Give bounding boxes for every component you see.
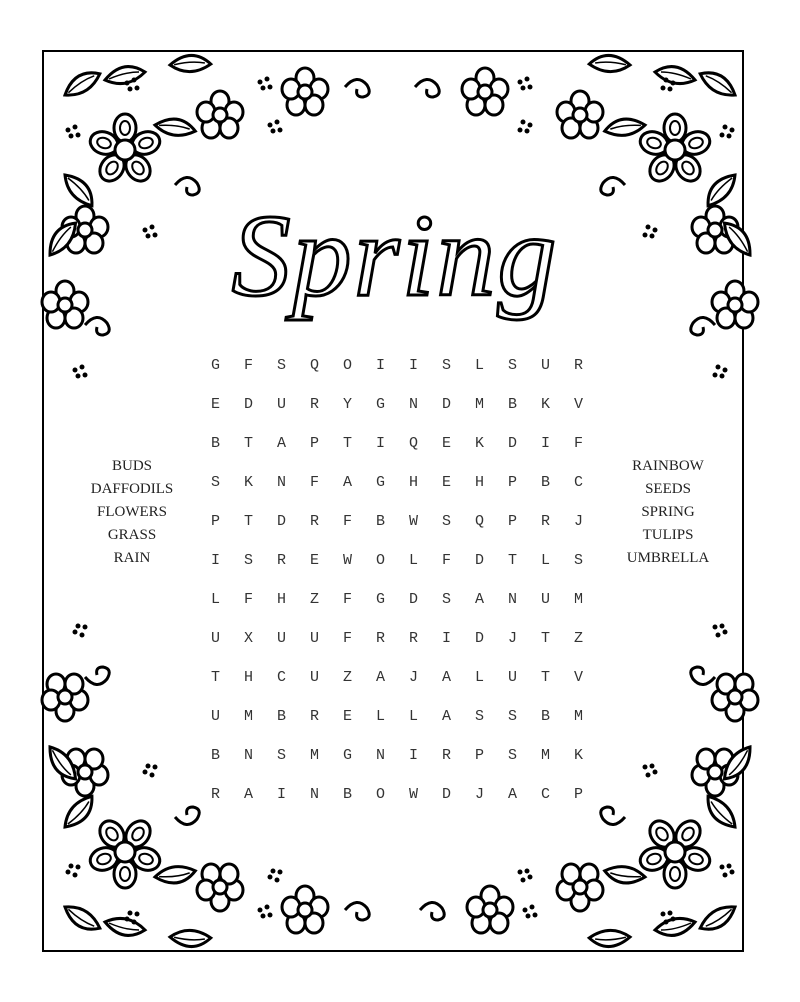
grid-letter: D — [243, 396, 253, 413]
grid-letter: W — [408, 786, 418, 803]
grid-letter: F — [342, 591, 352, 608]
flower-bottom-center-left — [258, 886, 370, 933]
grid-letter: S — [507, 747, 517, 764]
grid-letter: S — [441, 591, 451, 608]
grid-letter: H — [474, 474, 484, 491]
grid-letter: B — [375, 513, 385, 530]
grid-letter: B — [210, 435, 220, 452]
grid-row — [199, 629, 599, 649]
grid-row — [199, 356, 599, 376]
grid-letter: L — [408, 708, 418, 725]
grid-letter: D — [474, 630, 484, 647]
grid-letter: P — [309, 435, 319, 452]
word-list-item: FLOWERS — [96, 504, 167, 520]
grid-letter: B — [507, 396, 517, 413]
grid-letter: E — [342, 708, 352, 725]
grid-letter: T — [342, 435, 352, 452]
grid-letter: Y — [342, 396, 352, 413]
grid-letter: S — [276, 357, 286, 374]
grid-letter: A — [243, 786, 253, 803]
grid-row — [199, 707, 599, 727]
grid-letter: Z — [573, 630, 583, 647]
grid-letter: F — [573, 435, 583, 452]
grid-letter: S — [210, 474, 220, 491]
grid-letter: R — [408, 630, 418, 647]
grid-letter: R — [441, 747, 451, 764]
word-list-left — [72, 455, 192, 570]
grid-letter: B — [540, 474, 550, 491]
grid-letter: A — [474, 591, 484, 608]
grid-letter: U — [309, 669, 319, 686]
grid-letter: X — [243, 630, 253, 647]
grid-letter: J — [573, 513, 583, 530]
grid-letter: Q — [474, 513, 484, 530]
grid-letter: R — [276, 552, 286, 569]
grid-letter: U — [276, 630, 286, 647]
grid-letter: B — [342, 786, 352, 803]
grid-letter: K — [243, 474, 253, 491]
grid-letter: P — [507, 474, 517, 491]
flower-top-center-right — [415, 68, 533, 115]
grid-letter: A — [441, 669, 451, 686]
grid-letter: O — [375, 552, 385, 569]
grid-letter: I — [408, 747, 418, 764]
grid-letter: N — [375, 747, 385, 764]
grid-letter: I — [408, 357, 418, 374]
grid-letter: I — [441, 630, 451, 647]
grid-letter: L — [210, 591, 220, 608]
grid-letter: T — [540, 630, 550, 647]
grid-letter: I — [375, 357, 385, 374]
grid-letter: Q — [408, 435, 418, 452]
grid-letter: E — [441, 474, 451, 491]
grid-letter: F — [243, 591, 253, 608]
grid-letter: E — [441, 435, 451, 452]
grid-letter: R — [573, 357, 583, 374]
grid-letter: U — [540, 357, 550, 374]
grid-letter: M — [309, 747, 319, 764]
grid-letter: N — [309, 786, 319, 803]
grid-row — [199, 551, 599, 571]
grid-letter: U — [210, 630, 220, 647]
grid-letter: Z — [342, 669, 352, 686]
grid-row — [199, 395, 599, 415]
grid-letter: E — [210, 396, 220, 413]
grid-letter: M — [474, 396, 484, 413]
grid-letter: M — [540, 747, 550, 764]
flower-bottom-center-right — [420, 886, 538, 933]
grid-row — [199, 785, 599, 805]
grid-letter: O — [342, 357, 352, 374]
grid-row — [199, 512, 599, 532]
grid-letter: T — [540, 669, 550, 686]
grid-letter: E — [309, 552, 319, 569]
word-list-item: TULIPS — [642, 527, 694, 543]
grid-letter: G — [375, 474, 385, 491]
grid-letter: L — [540, 552, 550, 569]
grid-letter: G — [375, 396, 385, 413]
grid-letter: F — [309, 474, 319, 491]
grid-letter: R — [309, 708, 319, 725]
grid-letter: M — [243, 708, 253, 725]
grid-letter: U — [309, 630, 319, 647]
grid-letter: N — [243, 747, 253, 764]
grid-letter: F — [342, 630, 352, 647]
grid-letter: H — [243, 669, 253, 686]
grid-letter: D — [276, 513, 286, 530]
grid-letter: M — [573, 591, 583, 608]
grid-letter: D — [474, 552, 484, 569]
word-search-grid — [199, 350, 599, 818]
grid-letter: G — [210, 357, 220, 374]
grid-letter: L — [408, 552, 418, 569]
grid-letter: T — [243, 513, 253, 530]
grid-letter: U — [507, 669, 517, 686]
grid-letter: L — [474, 357, 484, 374]
grid-letter: S — [441, 357, 451, 374]
grid-letter: J — [474, 786, 484, 803]
grid-letter: O — [375, 786, 385, 803]
flower-top-center-left — [258, 68, 370, 115]
grid-letter: G — [342, 747, 352, 764]
grid-letter: K — [540, 396, 550, 413]
grid-letter: D — [441, 786, 451, 803]
grid-letter: B — [210, 747, 220, 764]
grid-letter: L — [474, 669, 484, 686]
grid-letter: W — [342, 552, 352, 569]
grid-letter: C — [540, 786, 550, 803]
grid-letter: A — [375, 669, 385, 686]
grid-letter: R — [540, 513, 550, 530]
grid-row — [199, 668, 599, 688]
word-list-item: BUDS — [111, 458, 152, 474]
grid-letter: H — [276, 591, 286, 608]
grid-letter: P — [573, 786, 583, 803]
grid-letter: S — [441, 513, 451, 530]
grid-letter: A — [441, 708, 451, 725]
word-list-item: SPRING — [641, 504, 695, 520]
grid-letter: J — [408, 669, 418, 686]
grid-letter: S — [507, 357, 517, 374]
grid-letter: P — [210, 513, 220, 530]
grid-letter: G — [375, 591, 385, 608]
grid-letter: I — [210, 552, 220, 569]
grid-row — [199, 473, 599, 493]
grid-letter: N — [408, 396, 418, 413]
grid-letter: A — [342, 474, 352, 491]
grid-letter: N — [507, 591, 517, 608]
grid-letter: T — [243, 435, 253, 452]
grid-letter: T — [210, 669, 220, 686]
word-list-item: UMBRELLA — [626, 550, 710, 566]
word-list-item: SEEDS — [645, 481, 691, 497]
word-list-item: DAFFODILS — [90, 481, 174, 497]
grid-letter: B — [540, 708, 550, 725]
grid-letter: S — [276, 747, 286, 764]
grid-letter: H — [408, 474, 418, 491]
grid-letter: V — [573, 396, 583, 413]
grid-letter: I — [375, 435, 385, 452]
grid-letter: R — [210, 786, 220, 803]
grid-letter: S — [474, 708, 484, 725]
grid-letter: S — [243, 552, 253, 569]
grid-letter: N — [276, 474, 286, 491]
grid-letter: U — [540, 591, 550, 608]
grid-letter: V — [573, 669, 583, 686]
grid-letter: C — [573, 474, 583, 491]
grid-letter: A — [276, 435, 286, 452]
grid-letter: R — [375, 630, 385, 647]
grid-letter: J — [507, 630, 517, 647]
grid-letter: Q — [309, 357, 319, 374]
word-list-item: RAINBOW — [632, 458, 704, 474]
grid-row — [199, 746, 599, 766]
grid-letter: M — [573, 708, 583, 725]
grid-letter: A — [507, 786, 517, 803]
grid-letter: D — [441, 396, 451, 413]
grid-letter: B — [276, 708, 286, 725]
word-list-right — [608, 455, 728, 570]
grid-letter: I — [540, 435, 550, 452]
grid-letter: F — [243, 357, 253, 374]
grid-letter: U — [210, 708, 220, 725]
grid-letter: D — [507, 435, 517, 452]
grid-letter: R — [309, 396, 319, 413]
grid-letter: Z — [309, 591, 319, 608]
grid-letter: C — [276, 669, 286, 686]
grid-letter: K — [474, 435, 484, 452]
spring-title — [195, 185, 595, 345]
grid-letter: D — [408, 591, 418, 608]
grid-letter: T — [507, 552, 517, 569]
grid-letter: S — [573, 552, 583, 569]
grid-row — [199, 590, 599, 610]
grid-letter: F — [342, 513, 352, 530]
grid-letter: W — [408, 513, 418, 530]
grid-letter: P — [474, 747, 484, 764]
grid-letter: K — [573, 747, 583, 764]
grid-letter: F — [441, 552, 451, 569]
grid-letter: L — [375, 708, 385, 725]
grid-letter: R — [309, 513, 319, 530]
grid-letter: S — [507, 708, 517, 725]
grid-letter: U — [276, 396, 286, 413]
spring-title-text: Spring — [231, 190, 559, 321]
grid-letter: I — [276, 786, 286, 803]
word-list-item: GRASS — [107, 527, 157, 543]
grid-row — [199, 434, 599, 454]
grid-letter: P — [507, 513, 517, 530]
word-list-item: RAIN — [113, 550, 151, 566]
